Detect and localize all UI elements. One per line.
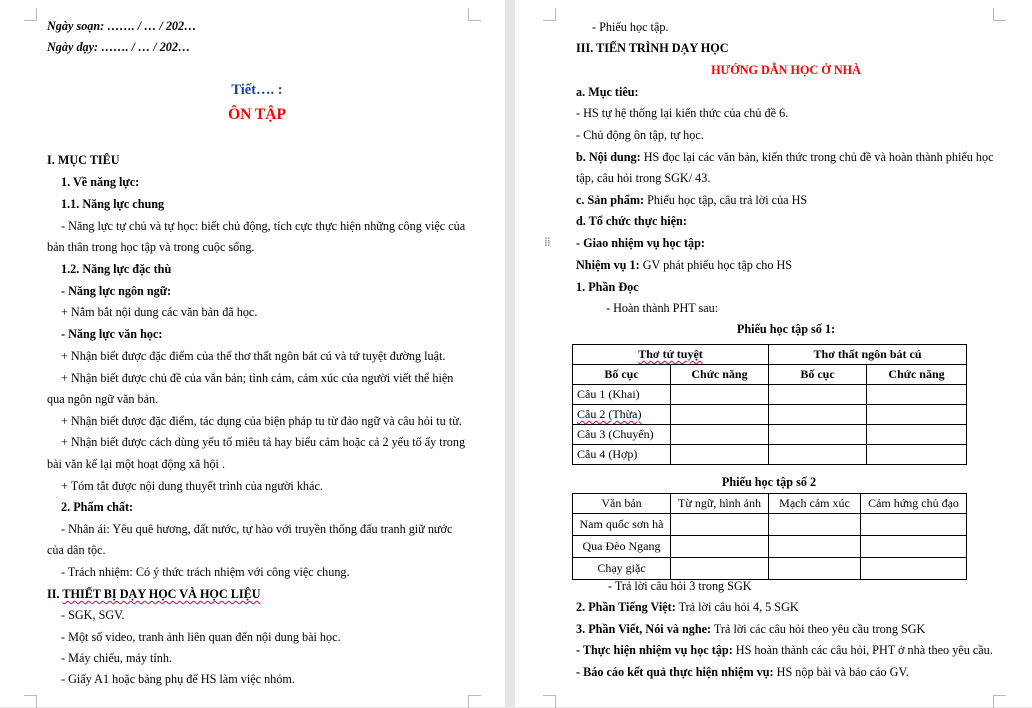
table-header-cell: Mạch cảm xúc bbox=[769, 494, 861, 514]
table-cell[interactable] bbox=[769, 445, 867, 465]
label-task-1: Nhiệm vụ 1: bbox=[576, 258, 640, 272]
list-item: - Trách nhiệm: Có ý thức trách nhiệm với công việc chung. bbox=[61, 565, 350, 579]
table-cell[interactable] bbox=[861, 536, 967, 558]
table-cell[interactable]: Câu 4 (Hợp) bbox=[573, 445, 671, 465]
product-text: Phiếu học tập, câu trả lời của HS bbox=[644, 193, 808, 207]
homework-heading: HƯỚNG DẪN HỌC Ở NHÀ bbox=[711, 63, 861, 77]
table-cell[interactable] bbox=[769, 558, 861, 580]
table-cell[interactable] bbox=[671, 514, 769, 536]
margin-corner-mark bbox=[993, 8, 1006, 21]
section-number: II. bbox=[47, 587, 63, 601]
subheading-competence: 1. Về năng lực: bbox=[61, 175, 140, 189]
content-line: tập, câu hỏi trong SGK/ 43. bbox=[576, 171, 711, 185]
task-line bbox=[576, 643, 993, 657]
label-content: b. Nội dung: bbox=[576, 150, 641, 164]
table-cell[interactable] bbox=[769, 514, 861, 536]
table-cell[interactable] bbox=[671, 425, 769, 445]
worksheet-2-table bbox=[572, 493, 967, 580]
table-cell[interactable] bbox=[769, 385, 867, 405]
label-report: - Báo cáo kết quả thực hiện nhiệm vụ: bbox=[576, 665, 774, 679]
page-title: ÔN TẬP bbox=[228, 106, 286, 123]
list-item: + Tóm tắt được nội dung thuyết trình của người khác. bbox=[61, 479, 323, 493]
table-cell[interactable] bbox=[769, 405, 867, 425]
label-writing-part: 3. Phần Viết, Nói và nghe: bbox=[576, 622, 712, 636]
table-row bbox=[573, 514, 967, 536]
margin-corner-mark bbox=[543, 8, 556, 21]
table-header-cell: Bố cục bbox=[573, 365, 671, 385]
table-row bbox=[573, 558, 967, 580]
table-cell[interactable]: Chạy giặc bbox=[573, 558, 671, 580]
worksheet-1-title: Phiếu học tập số 1: bbox=[736, 322, 836, 336]
label-do-task: - Thực hiện nhiệm vụ học tập: bbox=[576, 643, 733, 657]
table-cell[interactable] bbox=[861, 514, 967, 536]
table-cell[interactable]: Nam quốc sơn hà bbox=[573, 514, 671, 536]
table-cell[interactable]: Câu 1 (Khai) bbox=[573, 385, 671, 405]
table-cell[interactable] bbox=[671, 445, 769, 465]
worksheet-1-table bbox=[572, 344, 967, 465]
table-row bbox=[573, 425, 967, 445]
list-item: + Nắm bắt nội dung các văn bản đã học. bbox=[61, 305, 258, 319]
list-item: - SGK, SGV. bbox=[61, 608, 125, 622]
subheading-qualities: 2. Phẩm chất: bbox=[61, 500, 134, 514]
table-row bbox=[573, 536, 967, 558]
teach-date: Ngày dạy: ……. / … / 202… bbox=[47, 40, 191, 54]
list-item: - Chủ động ôn tập, tự học. bbox=[576, 128, 704, 142]
product-line bbox=[576, 193, 807, 207]
content-line bbox=[576, 150, 994, 164]
period-heading: Tiết…. : bbox=[231, 82, 283, 98]
list-item: - Nhân ái: Yêu quê hương, đất nước, tự hào với truyền thống đấu tranh giữ nước bbox=[61, 522, 453, 536]
label-language-competence: - Năng lực ngôn ngữ: bbox=[61, 284, 172, 298]
table-cell[interactable]: Qua Đèo Ngang bbox=[573, 536, 671, 558]
section-heading-equipment bbox=[47, 587, 261, 601]
drag-handle-icon[interactable]: ⁞⁞ bbox=[544, 235, 550, 249]
task-line bbox=[576, 665, 909, 679]
content-text: HS đọc lại các văn bản, kiến thức trong chủ đề và hoàn thành phiếu học bbox=[640, 150, 994, 164]
task-text: HS hoàn thành các câu hỏi, PHT ở nhà theo yêu cầu. bbox=[732, 643, 993, 657]
table-header-cell: Văn bản bbox=[573, 494, 671, 514]
margin-corner-mark bbox=[468, 695, 481, 708]
table-cell[interactable] bbox=[867, 385, 967, 405]
document-page-right bbox=[515, 0, 1032, 707]
part-line bbox=[576, 600, 799, 614]
table-group-header: Thơ tứ tuyệt bbox=[573, 345, 769, 365]
margin-corner-mark bbox=[468, 8, 481, 21]
table-header-cell: Bố cục bbox=[769, 365, 867, 385]
table-row bbox=[573, 405, 967, 425]
table-header-cell: Chức năng bbox=[867, 365, 967, 385]
list-item: - Giấy A1 hoặc bảng phụ để HS làm việc nhóm. bbox=[61, 672, 295, 686]
margin-corner-mark bbox=[24, 8, 37, 21]
list-item: - Trả lời câu hỏi 3 trong SGK bbox=[608, 579, 752, 593]
table-cell[interactable] bbox=[769, 425, 867, 445]
table-cell[interactable] bbox=[867, 445, 967, 465]
list-item: của dân tộc. bbox=[47, 543, 106, 557]
subheading-general-competence: 1.1. Năng lực chung bbox=[61, 197, 165, 211]
table-row bbox=[573, 445, 967, 465]
table-group-header: Thơ thất ngôn bát cú bbox=[769, 345, 967, 365]
label-objective: a. Mục tiêu: bbox=[576, 85, 639, 99]
task-line bbox=[576, 258, 792, 272]
task-text: HS nộp bài và báo cáo GV. bbox=[773, 665, 909, 679]
margin-corner-mark bbox=[543, 695, 556, 708]
table-cell[interactable] bbox=[671, 536, 769, 558]
list-item: + Nhận biết được chủ đề của văn bản; tình cảm, cảm xúc của người viết thể hiện bbox=[61, 371, 454, 385]
part-line bbox=[576, 622, 925, 636]
table-cell[interactable]: Câu 2 (Thừa) bbox=[573, 405, 671, 425]
table-cell[interactable] bbox=[867, 405, 967, 425]
table-cell[interactable] bbox=[867, 425, 967, 445]
worksheet-2-title: Phiếu học tập số 2 bbox=[721, 475, 817, 489]
list-item: - Hoàn thành PHT sau: bbox=[606, 301, 719, 315]
list-item: - Phiếu học tập. bbox=[592, 20, 669, 34]
part-text: Trả lời các câu hỏi theo yêu cầu trong SGK bbox=[711, 622, 926, 636]
list-item: + Nhận biết được đặc điểm, tác dụng của biện pháp tu từ đảo ngữ và câu hỏi tu từ. bbox=[61, 414, 462, 428]
section-heading-objectives: I. MỤC TIÊU bbox=[47, 153, 120, 167]
prep-date: Ngày soạn: ……. / … / 202… bbox=[47, 19, 197, 33]
table-header-cell: Chức năng bbox=[671, 365, 769, 385]
paragraph: bản thân trong học tập và trong cuộc sống. bbox=[47, 240, 255, 254]
list-item: - Máy chiếu, máy tính. bbox=[61, 651, 173, 665]
list-item: - Một số video, tranh ảnh liên quan đến nội dung bài học. bbox=[61, 630, 341, 644]
subheading-specific-competence: 1.2. Năng lực đặc thù bbox=[61, 262, 172, 276]
table-cell[interactable] bbox=[769, 536, 861, 558]
table-header-cell: Cảm hứng chủ đạo bbox=[861, 494, 967, 514]
label-vietnamese-part: 2. Phần Tiếng Việt: bbox=[576, 600, 676, 614]
table-cell[interactable] bbox=[671, 558, 769, 580]
document-page-left bbox=[0, 0, 505, 707]
label-assign-task: - Giao nhiệm vụ học tập: bbox=[576, 236, 705, 250]
list-item: qua ngôn ngữ văn bản. bbox=[47, 392, 159, 406]
table-row bbox=[573, 385, 967, 405]
subheading-reading: 1. Phần Đọc bbox=[576, 280, 639, 294]
label-organization: d. Tổ chức thực hiện: bbox=[576, 214, 687, 228]
table-cell[interactable]: Câu 3 (Chuyển) bbox=[573, 425, 671, 445]
table-cell[interactable] bbox=[671, 385, 769, 405]
section-heading-process: III. TIẾN TRÌNH DẠY HỌC bbox=[576, 41, 729, 55]
paragraph: - Năng lực tự chủ và tự học: biết chủ động, tích cực thực hiện những công việc của bbox=[61, 219, 466, 233]
part-text: Trả lời câu hỏi 4, 5 SGK bbox=[675, 600, 799, 614]
table-cell[interactable] bbox=[671, 405, 769, 425]
label-product: c. Sản phẩm: bbox=[576, 193, 645, 207]
label-literary-competence: - Năng lực văn học: bbox=[61, 327, 163, 341]
list-item: bài văn kể lại một hoạt động xã hội . bbox=[47, 457, 226, 471]
margin-corner-mark bbox=[993, 695, 1006, 708]
section-title: THIẾT BỊ DẠY HỌC VÀ HỌC LIỆU bbox=[62, 587, 261, 601]
list-item: - HS tự hệ thống lại kiến thức của chủ đề 6. bbox=[576, 106, 789, 120]
list-item: + Nhận biết được cách dùng yếu tố miêu tả hay biểu cảm hoặc cả 2 yếu tố ấy trong bbox=[61, 435, 466, 449]
table-header-cell: Từ ngữ, hình ảnh bbox=[671, 494, 769, 514]
list-item: + Nhận biết được đặc điểm của thể thơ thất ngôn bát cú và tứ tuyệt đường luật. bbox=[61, 349, 446, 363]
table-cell[interactable] bbox=[861, 558, 967, 580]
margin-corner-mark bbox=[24, 695, 37, 708]
task-text: GV phát phiếu học tập cho HS bbox=[639, 258, 793, 272]
